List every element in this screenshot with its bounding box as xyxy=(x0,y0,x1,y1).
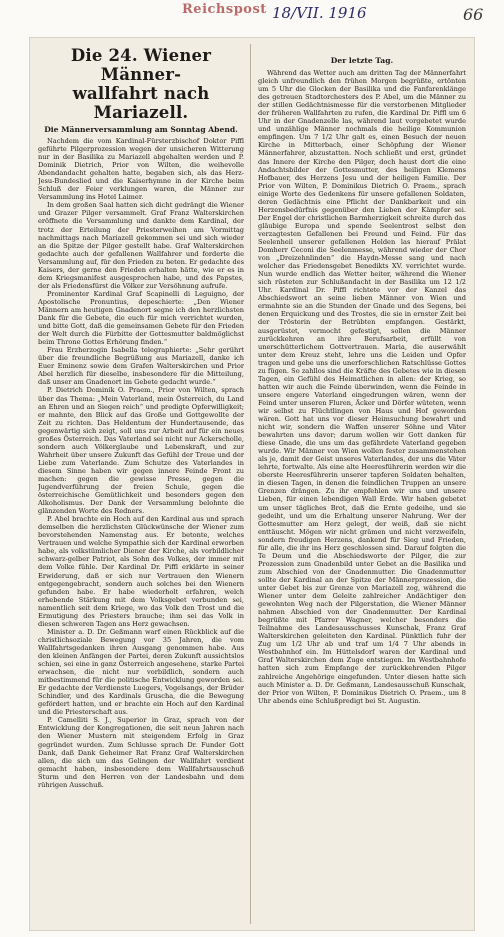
right-column xyxy=(258,44,466,924)
article-paragraph: P. Dietrich Dominik O. Praem., Prior von Wilten, sprach über das Thema: „Mein Vaterland, mein Österreich, du Land an Ehren und an Siegen reich“ und predigte Opferwilligkeit; er mahnte, den Blick auf das Große und Gottgewollte der Zeit zu richten. Das Heldentum der Hundertausende, das gegenwärtig sich zeigt, soll uns zur Arbeit auf für ein neues großes Österreich. Das Vaterland sei nicht nur Ackerscholle, sondern auch Völkerglaube und Lebenskraft, und zur Wahrheit über unsere Zukunft das Gefühl der Treue und der Liebe zum Vaterlande. Zum Schutze des Vaterlandes in diesem Sinne haben wir gegen innere Feinde Front zu machen: gegen die gewisse Presse, gegen die Jugendverführung der freien Schule, gegen die österreichische Gemütlichkeit und besonders gegen den Alkoholismus. Der Dank der Versammlung belohnte die glänzenden Worte des Redners. xyxy=(38,386,244,516)
article-paragraph: P. Camelliti S. J., Superior in Graz, sprach von der Entwicklung der Kongregationen, die seit neun Jahren nach den Wiener Mustern mit steigendem Erfolg in Graz gegründet wurden. Zum Schlusse sprach Dr. Funder Gott Dank, daß Dank Geheimer Rat Franz Graf Walterskirchen allen, die sich um das Gelingen der Wallfahrt verdient gemacht haben, insbesondere dem Wallfahrtsausschuß Sturm und den Herren von der Landesbahn und dem rührigen Ausschuß. xyxy=(38,716,244,789)
article-paragraph: Minister a. D. Dr. Geßmann warf einen Rückblick auf die christlichsoziale Bewegung vor 35 Jahren, die vom Wallfahrtsgedanken ihren Ausgang genommen habe. Aus den kleinen Anfängen der Partei, deren Zukunft aussichtslos schien, sei eine in ganz Österreich angesehene, starke Partei erwachsen, die nicht nur vorbildlich, sondern auch mitbestimmend für die politische Entwicklung geworden sei. Er gedachte der Verdienste Luegers, Vogelsangs, der Brüder Schindler, und des Kardinals Gruscha, die die Bewegung gefördert hatten, und er brachte ein Hoch auf den Kardinal und die Priesterschaft aus. xyxy=(38,627,244,717)
masthead-stamp: Reichspost xyxy=(182,2,267,17)
newspaper-clipping xyxy=(30,38,474,930)
section-title: Der letzte Tag. xyxy=(330,56,394,65)
article-subtitle: Die Männerversammlung am Sonntag Abend. xyxy=(44,125,238,134)
column-divider xyxy=(250,44,251,924)
article-paragraph: Nachdem die vom Kardinal-Fürsterzbischof Doktor Piffl geführte Pilgerprozession wegen der unsicheren Witterung nur in der Basilika zu Mariazell abgehalten werden und P. Dominik Dietrich, Prior von Wilten, die weihevolle Abendandacht gehalten hatte, begaben sich, als das Herz-Jesu-Bundeslied und die Kaiserhymne in der Kirche beim Schluß der Feier verklungen waren, die Männer zur Versammlung ins Hotel Laimer. xyxy=(38,137,244,202)
article-title-line-1: Die 24. Wiener Männer- xyxy=(70,46,212,84)
article-paragraph: P. Abel brachte ein Hoch auf den Kardinal aus und sprach demselben die herzlichsten Glückwünsche der Wiener zum bevorstehenden Namenstag aus. Er betonte, welches Vertrauen und welche Sympathie sich der Kardinal erworben habe, als volkstümlicher Diener der Kirche, als vorbildlicher schwarz-gelber Patriot, als Sohn des Volkes, der immer mit dem Volke fühle. Der Kardinal Dr. Piffl erklärte in seiner Erwiderung, daß er sich nur Vertrauen den Wienern entgegengebracht, sondern auch solches bei den Wienern gefunden habe. Er habe wiederholt erfahren, welch erhebende Stärkung mit dem Volksgebet verbunden sei, namentlich seit dem Kriege, wo das Volk den Trost und die Ermutigung des Priesters brauche; ihm sei das Volk in diesen schweren Tagen ans Herz gewachsen. xyxy=(38,515,244,628)
article-paragraph: In dem großen Saal hatten sich dicht gedrängt die Wiener und Grazer Pilger versammelt. Graf Franz Walterskirchen eröffnete die Versammlung und dankte dem Kardinal, der trotz der Erteilung der Priesterweihen am Vormittag nachmittags nach Mariazell gekommen sei und sich wieder an die Spitze der Pilger gestellt habe. Graf Walterskirchen gedachte auch der gefallenen Wallfahrer und forderte die Versammlung auf, für den Frieden zu beten. Er gedachte des Kaisers, der gerne den Frieden erhalten hätte, wie er es in dem Kriegsmanifest ausgesprochen habe, und des Papstes, der als Friedensfürst die Völker zur Versöhnung aufrufe. xyxy=(38,201,244,290)
handwritten-page-number: 66 xyxy=(463,5,484,24)
continuation-paragraph: Während das Wetter auch am dritten Tag der Männerfahrt gleich unfreundlich den frühen Morgen begrüßte, ertönten um 5 Uhr die Glocken der Basilika und die Fanfarenklänge des getreuen Stadtorchesters des P. Abel, um die Männer zu der stillen Gedächtnismesse für die verstorbenen Mitglieder der früheren Wallfahrten zu rufen, die Kardinal Dr. Piffl um 6 Uhr in der Gnadenzelle las, während laut vorgebetet wurde und unzählige Männer nochmals die heilige Kommunion empfingen. Um 7 1/2 Uhr galt es, einen Besuch der neuen Kirche in Mitterbach, einer Schöpfung der Wiener Männerfahrer, abzustatten. Noch schließt und erst, gründet das Innere der Kirche den Pilger, doch haust dort die eine Andachtsbilder der Gottesmutter, des heiligen Klemens Hofbauer, des Herzens Jesu und der heiligen Familie. Der Prior von Wilten, P. Dominikus Dietrich O. Praem., sprach einige Worte des Gedenkens für unsere gefallenen Soldaten, deren Gedächtnis eine Pflicht der Dankbarkeit und ein Herzensbedürfnis gegenüber den Lieben der Kämpfer sei. Der Engel der christlichen Barmherzigkeit schreite durch das gläubige Europa und spende Seelentrost selbst den verzagtesten Gefallenen bei Freund und Feind. Für das Seelenheil unserer gefallenen Helden las hierauf Prälat Domherr Ceconi die Seelenmesse, während wieder der Chor von „Dreizehnlinden“ die Haydn-Messe sang und nach welcher das Friedensgebet Benedikts XV. verrichtet wurde. Nun wurde endlich das Wetter heiter, während die Wiener sich rüsteten zur Schlußandacht in der Basilika um 12 1/2 Uhr. Kardinal Dr. Piffl richtete vor der Kanzel das Abschiedswort an seine lieben Männer von Wien und ermahnte sie an die Stunden der Gnade und des Segens, bei denen Erquickung und des Trostes, die sie in ernster Zeit bei der Trösterin der Betrübten empfangen. Gestärkt, ausgerüstet, vermocht gefestigt, sollen die Männer zurückkehren an ihre Berufsarbeit, erfüllt von unerschütterlichem Gottvertrauen. Maria, die auserwählt unter dem Kreuz steht, lehre uns die Leiden und Opfer tragen und gebe uns die unerforschlichen Ratschlüsse Gottes zu fügen. So zahllos sind die Kräfte des Gebetes wie in diesen Tagen, ein Gefühl des Heimatlichen in allen: der Krieg, so hatten wir auch die Feinde überwinden, wenn die Feinde in unsere engere Vaterland eingedrungen wären, wenn der Feind unter unseren Fluren, Äcker und Dörfer wüteten, wenn wir selbst zu Flüchtlingen von Haus und Hof geworden wären. Gott hat uns vor dieser Heimsuchung bewahrt und nicht wir, sondern die Waffen unserer Söhne und Väter bewahrten uns davor; darum wollen wir Gott danken für diese Gnade, die uns um das gefährdete Vaterland gegeben wurde. Wir Männer von Wien wollen fester zusammenstehen als je, damit der Geist unseres Vaterlandes, der uns die Väter lehrte, fortwalte. Als eine alte Heeresführerin werden wir die oberste Heeresführerin unserer tapferen Soldaten behalten, in diesen Tagen, in denen die feindlichen Truppen an unsere Grenzen drängen. Zu ihr empfehlen wir uns und unsere Lieben, für einen lebendigen Wall Erde. Wir haben gebetet um unser tägliches Brot, daß die Ernte gedeihe, und sie gedeiht, und um die Erhaltung unserer Nahrung. Wer der Gottesmutter am Herz gelegt, der weiß, daß sie nicht enttäuscht. Mögen wir nicht grämen und nicht verzweifeln, sondern freudigen Herzens, dankend für Sieg und Frieden, für alle, die ihr ins Herz geschlossen sind. Darauf folgten die Te Deum und die Abschiedsworte der Pilger, die zur Prozession zum Gnadenbild unter Gebet an die Basilika und zum Abschied von der Gnadenmutter. Die Gnadenmutter sollte der Kardinal an der Spitze der Männerprozession, die unter Gebet bis zur Grenze von Mariazell zog, während die Wiener unter dem Geleite zahlreicher Andächtiger den gewohnten Weg nach der Pilgerstation, die Wiener Männer nahmen Abschied von der Gnadenmutter. Der Kardinal begrüßte mit Pfarrer Wagner, welcher besonders die Teilnahme des Landesausschusses Kunschak, Franz Graf Walterskirchen geleiteten den Kardinal. Pünktlich fuhr der Zug um 1/2 Uhr ab und traf um 1/4 7 Uhr abends in Westbahnhof ein. Im Hüttelsdorf waren der Kardinal und Graf Walterskirchen dem Zuge entstiegen. Im Westbahnhofe hatten sich zum Empfange der zurückkehrenden Pilger zahlreiche Angehörige eingefunden. Unter diesen hatte sich auch Minister a. D. Dr. Geßmann, Landesausschuß Kunschak, der Prior von Wilten, P. Dominikus Dietrich O. Praem., um 8 Uhr abends eine Schlußpredigt bei St. Augustin. xyxy=(258,69,466,705)
article-title xyxy=(38,46,244,122)
article-title-line-2: wallfahrt nach Mariazell. xyxy=(72,84,210,122)
archive-header xyxy=(0,0,504,36)
article-paragraph: Prominenter Kardinal Graf Scapinelli di Leguigno, der Apostolische Pronuntius, depeschierte: „Den Wiener Männern am heutigen Gnadenort segne ich den herzlichsten Dank für die Gebete, die euch für mich verrichtet wurden, und bitte Gott, daß die gemeinsamen Gebete für den Frieden der Welt durch die Fürbitte der Gottesmutter baldmöglichst beim Throne Gottes Erhörung finden.“ xyxy=(38,289,244,347)
article-paragraph: Frau Erzherzogin Isabella telegraphierte: „Sehr gerührt über die freundliche Begrüßung aus Mariazell, danke ich Euer Eminenz sowie dem Grafen Walterskirchen und Prior Abel herzlich für dieselbe, insbesondere für die Mitteilung, daß unser am Gnadenort im Gebete gedacht wurde.“ xyxy=(38,346,244,387)
handwritten-date: 18/VII. 1916 xyxy=(272,4,367,22)
left-column xyxy=(38,44,244,924)
